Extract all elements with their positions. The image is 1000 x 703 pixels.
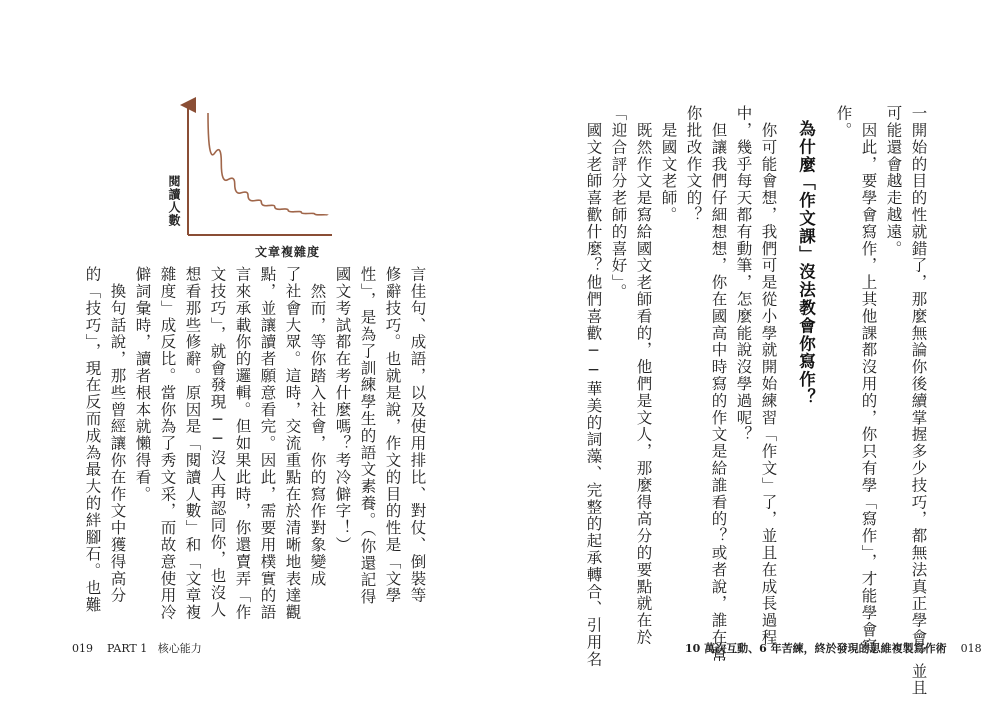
right-col-4: 作。 [834,105,853,139]
right-col-1: 一開始的目的性就錯了，那麼無論你後續掌握多少技巧，都無法真正學會，並且 [909,105,928,697]
section-heading: 為什麼「作文課」沒法教會你寫作？ [796,120,816,407]
left-footer [72,640,202,656]
left-col-13: 換句話說，那些曾經讓你在作文中獲得高分 [108,266,127,604]
left-col-7: 點，並讓讀者願意看完。因此，需要用樸實的語 [258,266,277,621]
left-col-8: 言來承載你的邏輯。但如果此時，你還賣弄「作 [233,266,252,621]
left-col-11: 雜度」成反比。當你為了秀文采，而故意使用冷 [158,266,177,621]
left-col-14: 的「技巧」，現在反而成為最大的絆腳石。也難 [83,266,102,614]
left-section-label: 核心能力 [157,642,202,655]
right-col-7: 但讓我們仔細想想，你在國高中時寫的作文是給誰看的？或者說，誰在幫 [709,105,728,663]
left-col-3: 性」，是為了訓練學生的語文素養。（你還記得 [358,266,377,606]
left-col-12: 僻詞彙時，讀者根本就懶得看。 [133,266,152,503]
chart-svg [160,95,340,260]
right-page [500,0,1000,703]
left-col-10: 想看那些修辭。原因是「閱讀人數」和「文章複 [183,266,202,621]
right-col-3: 因此，要學會寫作，上其他課都沒用的，你只有學「寫作」，才能學會寫 [859,105,878,655]
chart-y-label: 閱讀人數 [167,175,181,227]
right-col-11: 「迎合評分老師的喜好」。 [609,105,628,301]
right-col-6: 中，幾乎每天都有動筆，怎麼能說沒學過呢？ [734,105,753,443]
right-col-2: 可能還會越走越遠。 [884,105,903,258]
left-col-5: 然而，等你踏入社會，你的寫作對象變成 [308,266,327,588]
left-page-number: 019 [72,642,93,655]
left-col-6: 了社會大眾。這時，交流重點在於清晰地表達觀 [283,266,302,621]
right-page-number: 018 [960,642,982,655]
right-footer [685,640,982,656]
left-col-4: 國文考試都在考什麼嗎？考冷僻字！） [333,266,352,554]
left-part-label: PART 1 [107,642,148,655]
right-col-8: 你批改作文的？ [684,105,703,224]
right-col-5: 你可能會想，我們可是從小學就開始練習「作文」了，並且在成長過程 [759,105,778,646]
right-col-9: 是國文老師。 [659,105,678,224]
left-col-1: 言佳句、成語，以及使用排比、對仗、倒裝等 [408,266,427,604]
left-col-9: 文技巧」，就會發現──沒人再認同你，也沒人 [208,266,227,619]
readers-vs-complexity-curve [208,113,328,215]
complexity-readers-chart [160,95,340,260]
chart-x-label: 文章複雜度 [255,245,321,259]
left-col-2: 修辭技巧。也就是說，作文的目的性是「文學 [383,266,402,604]
book-title: 10 萬次互動、6 年苦練，終於發現的思維複製寫作術 [685,642,947,655]
right-col-10: 既然作文是寫給國文老師看的，他們是文人，那麼得高分的要點就在於 [634,105,653,646]
right-col-12: 國文老師喜歡什麼？他們喜歡──華美的詞藻、完整的起承轉合、引用名 [584,105,603,668]
